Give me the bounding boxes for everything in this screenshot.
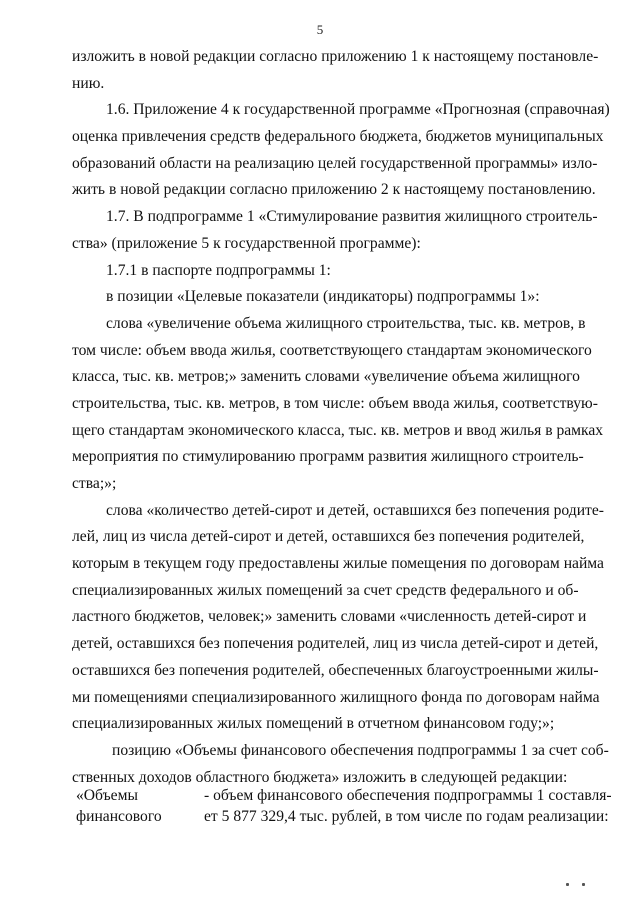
text-line: 1.7.1 в паспорте подпрограммы 1:: [106, 261, 331, 279]
passport-table: [76, 785, 612, 827]
table-cell-value: ет 5 877 329,4 тыс. рублей, в том числе по годам реализации:: [204, 808, 609, 825]
text-line: слова «количество детей-сирот и детей, оставшихся без попечения родите-: [106, 501, 604, 519]
text-line: образований области на реализацию целей государственной программы» изло-: [72, 154, 598, 172]
text-line: мероприятия по стимулированию программ развития жилищного строитель-: [72, 448, 584, 466]
page-number: 5: [316, 22, 324, 37]
text-line: специализированных жилых помещений за счет средств федерального и об-: [72, 581, 579, 599]
text-line: том числе: объем ввода жилья, соответствующего стандартам экономического: [72, 341, 592, 359]
table-cell-label: финансового: [76, 808, 162, 825]
scan-speck: [566, 883, 569, 886]
text-line: позицию «Объемы финансового обеспечения подпрограммы 1 за счет соб-: [112, 741, 609, 759]
text-line: специализированных жилых помещений в отчетном финансовом году;»;: [72, 715, 555, 733]
body-text: [72, 44, 610, 791]
text-line: в позиции «Целевые показатели (индикаторы) подпрограммы 1»:: [106, 288, 540, 306]
text-line: изложить в новой редакции согласно приложению 1 к настоящему постановле-: [72, 48, 599, 65]
table-cell-label: «Объемы: [76, 787, 138, 804]
text-line: ми помещениями специализированного жилищного фонда по договорам найма: [72, 688, 600, 706]
text-line: ства» (приложение 5 к государственной программе):: [72, 234, 421, 252]
text-line: нию.: [72, 74, 105, 92]
text-line: класса, тыс. кв. метров;» заменить словами «увеличение объема жилищного: [72, 368, 580, 386]
text-line: которым в текущем году предоставлены жилые помещения по договорам найма: [72, 555, 604, 573]
text-line: детей, оставшихся без попечения родителей, лиц из числа детей-сирот и детей,: [72, 635, 599, 653]
table-row: [76, 785, 612, 806]
text-line: ластного бюджетов, человек;» заменить словами «численность детей-сирот и: [72, 608, 587, 626]
text-line: щего стандартам экономического класса, тыс. кв. метров и ввод жилья в рамках: [72, 421, 604, 439]
text-line: ства;»;: [72, 475, 117, 492]
text-line: 1.7. В подпрограмме 1 «Стимулирование развития жилищного строитель-: [106, 208, 598, 226]
text-line: оценка привлечения средств федерального бюджета, бюджетов муниципальных: [72, 128, 604, 146]
text-line: ственных доходов областного бюджета» изложить в следующей редакции:: [72, 768, 568, 786]
table-row: [76, 806, 609, 827]
text-line: лей, лиц из числа детей-сирот и детей, оставшихся без попечения родителей,: [72, 528, 585, 546]
text-line: 1.6. Приложение 4 к государственной программе «Прогнозная (справочная): [106, 101, 610, 119]
text-line: оставшихся без попечения родителей, обеспеченных благоустроенными жилы-: [72, 661, 599, 679]
table-cell-value: - объем финансового обеспечения подпрограммы 1 составля-: [204, 787, 612, 804]
scan-speck: [582, 883, 585, 886]
text-line: строительства, тыс. кв. метров, в том числе: объем ввода жилья, соответствую-: [72, 394, 598, 412]
text-line: слова «увеличение объема жилищного строительства, тыс. кв. метров, в: [106, 314, 586, 332]
text-line: жить в новой редакции согласно приложению 2 к настоящему постановлению.: [72, 181, 596, 199]
